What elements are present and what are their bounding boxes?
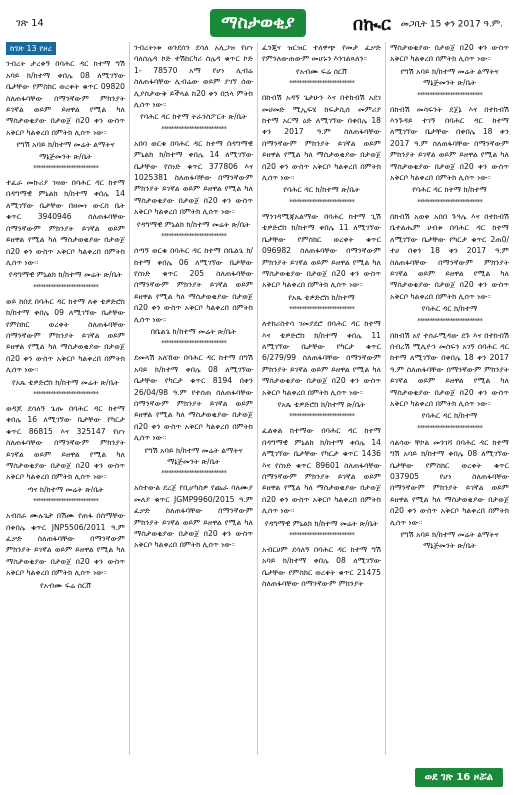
notice-body: አብሰራ ሙሉጌታ በሽሙ የጠፋ በስማቸው በቀበሌ ቁጥር JNP5506/2011 ዓ.ም ፈቃድ ስለጠፋባቸው በማንኛውም ምክንያት ይገኛል ወይም ይዘዋል የሚል ካለ ማስታወቂያው በታወጀ በ20 ቀን ውስጥ አቅርቦ ካልቀረበ በምትክ ሊሰጥ ነው። (6, 511, 125, 578)
column-4 (385, 42, 509, 755)
notice-entry (390, 211, 509, 315)
notice-entry (6, 177, 125, 281)
issue-date: መጋቢት 15 ቀን 2017 ዓ.ም. (400, 19, 503, 30)
column-2 (129, 42, 253, 755)
column-3 (257, 42, 381, 755)
notice-signature: የባሕር ዳር ክ/ከተማ ጽ/ቤት (283, 185, 360, 195)
continued-from-label: ከገጽ 13 የዞረ (6, 42, 56, 55)
notice-body: ፈልቀል ከተማው በባሕር ዳር ከተማ በዳግማዊ ምኒልክ ክ/ከተማ ቀበሌ 14 ለሚገኘው ቤታቸው የካርታ ቁጥር 1436 እና የሰነድ ቁጥር 89601 ስለጠፋባቸው በማንኛውም ምክንያት ይገኛል ወይም ይዘዋል የሚል ካለ ማስታወቂያው በታወጀ በ20 ቀን ውስጥ አቅርቦ ካልቀረበ በምትክ ሊሰጥ ነው። (262, 426, 381, 516)
notice-entry (390, 42, 509, 89)
notice-body: ሳልሳው ቸኮል መንገሻ በባሕር ዳር ከተማ ግሽ አባይ ክ/ከተማ ቀበሌ 08 ለሚገኘው ቤታቸው የምስክር ወረቀት ቁጥር 037905 የሆነ ስለጠፋባቸው በማንኛውም ምክንያት ይገኛል ወይም ይዘዋል የሚል ካለ ማስታወቂያው በታወጀ በ20 ቀን ውስጥ አቅርቦ ካልቀረበ በምትክ ሊሰጥ ነው። (390, 437, 509, 527)
notice-body: ለተከሪስተሳ ገመያደሮ በባሕር ዳር ከተማ እና ቴዎድሮስ ክ/ከተማ ቀበሌ 11 ለሚገኘው ቤታቸው የካርታ ቁጥር 6/279/99 ስለጠፋባቸው በማንኛውም ምክንያት ይገኛል ወይም ይዘዋል የሚል ካለ ማስታወቂያው በታወጀ በ20 ቀን ውስጥ አቅርቦ ካልቀረበ በምትክ ሊሰጥ ነው። (262, 319, 381, 397)
notice-body: ወይ ከበደ በባሕር ዳር ከተማ ለቀ ቴዎድሮስ ክ/ከተማ ቀበሌ 09 ለሚገኘው ቤታቸው የምስክር ወረቀት ስለጠፋባቸው በማንኛውም ምክንያት ይገኛል ወይም ይዘዋል የሚል ካለ ማስታወቂያው በታወጀ በ20 ቀን ውስጥ አቅርቦ ካልቀረበ በምትክ ሊሰጥ ነው። (6, 296, 125, 375)
notice-entry (390, 437, 509, 552)
notice-separator: ************************** (289, 531, 354, 540)
notice-body: ተፈራ መኩሪያ ገዛው በባሕር ዳር ከተማ በዳግማዊ ምኒልክ ክ/ከተማ ቀበሌ 14 ለሚገኘው ቤታቸው በዘመነ ውርስ ቤት ቁጥር 3940946 ስለጠፋባቸው በማንኛውም ምክንያት ይገኛል ወይም ይዘዋል የሚል ካለ ማስታወቂያው በታወጀ በ20 ቀን ውስጥ አቅርቦ ካልቀረበ በምትክ ሊሰጥ ነው። (6, 178, 125, 267)
notice-entry (390, 104, 509, 196)
notice-separator: ************************** (417, 197, 482, 206)
notice-separator: ************************** (289, 79, 354, 88)
publication-info (353, 14, 503, 35)
notice-separator: ************************** (417, 90, 482, 99)
notice-signature: የአጼ ቴዎድሮስ ክ/ከተማ (288, 292, 355, 302)
notice-signature: የአጼ ቴዎድሮስ ክ/ከተማ መሬት ጽ/ቤት (12, 377, 119, 387)
notice-body: ማንገዳሚጃአልማው በባሕር ከተማ ጊሽ ቴዎድሮስ ክ/ከተማ ቀበሌ 11 ለሚገኘው ቤታቸው የምስክር ወረቀት ቁጥር 096982 ስለጠፋባቸው በማንኛውም ምክንያት ይገኛል ወይም ይዘዋል የሚል ካለ ማስታወቂያው በታወጀ በ20 ቀን ውስጥ አቅርቦ ካልቀረበ በምትክ ሊሰጥ ነው። (262, 211, 381, 290)
notice-body: ደመላሽ አለኸው በባሕር ዳር ከተማ በግሽ አባይ ክ/ከተማ ቀበሌ 08 ለሚገኘው ቤታቸው የካርታ ቁጥር 8194 በቀን 26/04/98 ዓ.ም የተሰጠ ስለጠፋባቸው በማንኛውም ምክንያት ይገኛል ወይም ይዘዋል የሚል ካለ ማስታወቂያው በታወጀ በ20 ቀን ውስጥ አቅርቦ ካልቀረበ በምትክ ሊሰጥ ነው። (134, 353, 253, 443)
notice-signature: የአብሙ ፍሬ ሰርቨ (296, 66, 347, 76)
notice-signature: የግሽ አባይ ክ/ከተማ መሬት ልማትና ማኔጅመንት ጽ/ቤት (16, 140, 115, 161)
notice-entry (6, 296, 125, 388)
notice-separator: ************************** (289, 197, 354, 206)
notice-entry (134, 482, 253, 550)
notice-signature: የግሽ አባይ ክ/ከተማ መሬት ልማትና ማኔጅመንት ጽ/ቤት (144, 445, 243, 466)
notice-signature: ጣና ክ/ከተማ መሬት ጽ/ቤት (27, 484, 104, 494)
continued-on-label: ወደ ገጽ 16 ዞሯል (415, 768, 503, 787)
notice-signature: የዳግማዊ ምኒልክ ክ/ከተማ መሬት ጽ/ቤት (8, 270, 123, 280)
notice-body: ሰጣኝ ወርቁ በባሕር ዳር ከተማ በቤልጌ ክ/ከተማ ቀበሌ 06 ለሚገኘው ቤታቸው የሰነድ ቁጥር 205 ስለጠፋባቸው በማንኛውም ምክንያት ይገኛል ወይም ይዘዋል የሚል ካለ ማስታወቂያው በታወጀ በ20 ቀን ውስጥ አቅርቦ ካልቀረበ በምትክ ሊሰጥ ነው። (134, 246, 253, 324)
notice-entry (6, 403, 125, 495)
notice-separator: ************************** (33, 164, 98, 173)
notice-entry (134, 245, 253, 337)
notice-entry (262, 425, 381, 529)
notice-entry (134, 42, 253, 123)
notice-separator: ************************** (289, 305, 354, 314)
notice-separator: ************************** (417, 316, 482, 325)
notice-entry (262, 544, 381, 590)
notice-separator: ************************** (33, 389, 98, 398)
ad-columns (6, 42, 509, 755)
notice-body: ንብረት ታረቀኝ በባሕር ዳር ከተማ ግሽ አባይ ክ/ከተማ ቀበሌ 08 ለሚገኘው ቤታቸው የምስክር ወረቀት ቁጥር 09820 ስለጠፋባቸው በማንኛውም ምክንያት ይገኛል ወይም ይዘዋል የሚል ካለ ማስታወቂያው በታወጀ በ20 ቀን ውስጥ አቅርቦ ካልቀረበ በምትክ ሊሰጥ ነው። (6, 59, 125, 137)
notice-body: በከብሽ አወቀ አበበ ጉዓሌ እና በተክብሽ ቤተልሔም ሀብቱ በባሕር ዳር ከተማ ለሚገኘው ቤታቸው የካርታ ቁጥር 2ጠ0/ተሀ በቀን 18 ቀን 2017 ዓ.ም ስለጠፋባቸው በማንኛውም ምክንያት ይገኛል ወይም ይዘዋል የሚል ካለ ማስታወቂያው በታወጀ በ20 ቀን ውስጥ አቅርቦ ካልቀረበ በምትክ ሊሰጥ ነው። (390, 211, 509, 301)
notice-separator: ************************** (161, 124, 226, 133)
notice-entry (134, 352, 253, 467)
notice-separator: ************************** (33, 282, 98, 291)
notice-signature: በቤልጌ ክ/ከተማ መሬት ጽ/ቤት (150, 326, 237, 336)
notice-separator: ************************** (289, 412, 354, 421)
notice-body: አበባ ወርቁ በባሕር ዳር ከተማ በዳግማዊ ምኒልክ ክ/ከተማ ቀበሌ 14 ለሚገኘው ቤታቸው የሰነድ ቁጥር 377806 እና 1025381 ስለጠፋባቸው በማንኛውም ምክንያት ይገኛል ወይም ይዘዋል የሚል ካለ ማስታወቂያው በታወጀ በ20 ቀን ውስጥ አቅርቦ ካልቀረበ በምትክ ሊሰጥ ነው። (134, 138, 253, 217)
notice-entry (262, 211, 381, 303)
notice-body: ማስታወቂያው በታወጀ በ20 ቀን ውስጥ አቅርቦ ካልቀረበ በምትክ ሊሰጥ ነው። (390, 43, 509, 64)
notice-entry (262, 318, 381, 410)
notice-separator: ************************** (33, 497, 98, 506)
notice-body: በከብሽ አዳኝ ጌታሁን እና በተክብሽ አደገ መሀመድ ሚኢፍሄ ከፍታሲሰ መምሪያ ከተማ አርማ ዕድ ለሚገኘው በቀበሌ 18 ቀን 2017 ዓ.ም ስለጠፋባቸው በማንኛውም ምክንያት ይገኛል ወይም ይዘዋል የሚል ካለ ማስታወቂያው በታወጀ በ20 ቀን ውስጥ አቅርቦ ካልቀረበ በምትክ ሊሰጥ ነው። (262, 93, 381, 183)
notice-signature: የዳግማዊ ምኒልክ ክ/ከተማ መሬት ጽ/ቤት (264, 518, 379, 528)
notice-signature: የአጼ ቴዎድሮስ ክ/ከተማ ጽ/ቤት (277, 399, 366, 409)
notice-entry (6, 58, 125, 162)
notice-body: በከብሽ አየ ተሰራሚዳው ደጉ እና በተክብሽ በብረሽ ሚሊዮን መስፍን አገኝ በባሕር ዳር ከተማ ለሚገኘው በቀበሌ 18 ቀን 2017 ዓ.ም ስለጠፋባቸው በማንኛውም ምክንያት ይገኛል ወይም ይዘዋል የሚል ካለ ማስታወቂያው በታወጀ በ20 ቀን ውስጥ አቅርቦ ካልቀረበ በምትክ ሊሰጥ ነው። (390, 330, 509, 408)
notice-signature: የባሕር ዳር ከተማ ትራንስፖርት ጽ/ቤት (140, 112, 247, 122)
notice-separator: ************************** (417, 423, 482, 432)
section-masthead: ማስታወቂያ (210, 9, 306, 37)
column-1 (6, 42, 125, 755)
notice-body: አስተውል ደረጀ የቢሆካስዎ የጨራ ባለሙያ መለያ ቁጥር JGMP9960/2015 ዓ.ም ፈቃድ ስለጠፋባቸው በማንኛውም ምክንያት ይገኛል ወይም ይዘዋል የሚል ካለ ማስታወቂያው በታወጀ በ20 ቀን ውስጥ አቅርቦ ካልቀረበ በምትክ ሊሰጥ ነው። (134, 483, 253, 550)
notice-signature: የባሕር ዳር ክ/ከተማ (421, 411, 478, 421)
notice-separator: ************************** (161, 232, 226, 241)
page-number: ገጽ 14 (16, 18, 44, 29)
notice-body: ፈንጂና ዝርዝር ተለዋጭ የመታ ፈቃድ የምንለውጠውም መሆኑን እንገልጻለን። (262, 43, 381, 64)
notice-signature: የዳግማዊ ምኒልክ ክ/ከተማ መሬት ጽ/ቤት (136, 219, 251, 229)
notice-signature: የግሽ አባይ ክ/ከተማ መሬት ልማትና ማኔጅመንት ጽ/ቤት (400, 66, 499, 88)
notice-body: አብርሀም ደሳለኝ በባሕር ዳር ከተማ ግሽ አባይ ክ/ከተማ ቀበሌ 08 ለሚገኘው ቤታቸው የምስክር ወረቀት ቁጥር 21475 ስለጠፋባቸው በማንኛውም ምክንያት (262, 545, 381, 589)
notice-entry (6, 510, 125, 591)
notice-signature: የግሽ አባይ ክ/ከተማ መሬት ልማትና ማኔጅመንት ጽ/ቤት (400, 530, 499, 551)
page-header (6, 6, 509, 42)
notice-separator: ************************** (161, 339, 226, 348)
notice-signature: የባሕር ዳር ከተማ ክ/ከተማ (412, 185, 487, 195)
notice-body: ወዳጆ ደሳለኝ ጌጡ በባሕር ዳር ከተማ ቀበሌ 16 ለሚገኘው ቤታቸው የካርታ ቁጥር 86815 እና 325147 የሆነ ስለጠፋባቸው በማንኛውም ምክንያት ይገኛል ወይም ይዘዋል የሚል ካለ ማስታወቂያው በታወጀ በ20 ቀን ውስጥ አቅርቦ ካልቀረበ በምትክ ሊሰጥ ነው። (6, 403, 125, 482)
notice-entry (390, 330, 509, 422)
notice-entry (134, 138, 253, 230)
notice-entry (262, 42, 381, 77)
notice-separator: ************************** (161, 469, 226, 478)
notice-entry (262, 92, 381, 196)
notice-body: በከብሽ መሳፍንት ደጀኔ እና በተክብሽ እንጉዳይ ተገኝ በባሕር ዳር ከተማ ለሚገኘው ቤታቸው በቀበሌ 18 ቀን 2017 ዓ.ም ስለጠፋባቸው በማንኛውም ምክንያት ይገኛል ወይም ይዘዋል የሚል ካለ ማስታወቂያው በታወጀ በ20 ቀን ውስጥ አቅርቦ ካልቀረበ በምትክ ሊሰጥ ነው። (390, 104, 509, 183)
notice-signature: የአብሙ ፍሬ ሰርቨ (40, 580, 91, 590)
page-footer (415, 768, 503, 787)
publication-brand: በኲር (352, 14, 391, 35)
notice-body: ንብረትነቱ ወንደሰን ደሳለ አሊጋዝ የሆነ ባለሰሌዳ ኮድ ተሽከርካሪ ስሌዳ ቁጥር ኮድ 1- 78570 አማ የሆነ ሊብሬ ስለጠፋባቸው ሊብሬው ወይም ያገኘ ሰው ሊያስታውቅ ይችላል ከ20 ቀን በኋላ ምትክ ሊሰጥ ነው። (134, 43, 253, 110)
notice-signature: የባሕር ዳር ክ/ከተማ (421, 304, 478, 314)
